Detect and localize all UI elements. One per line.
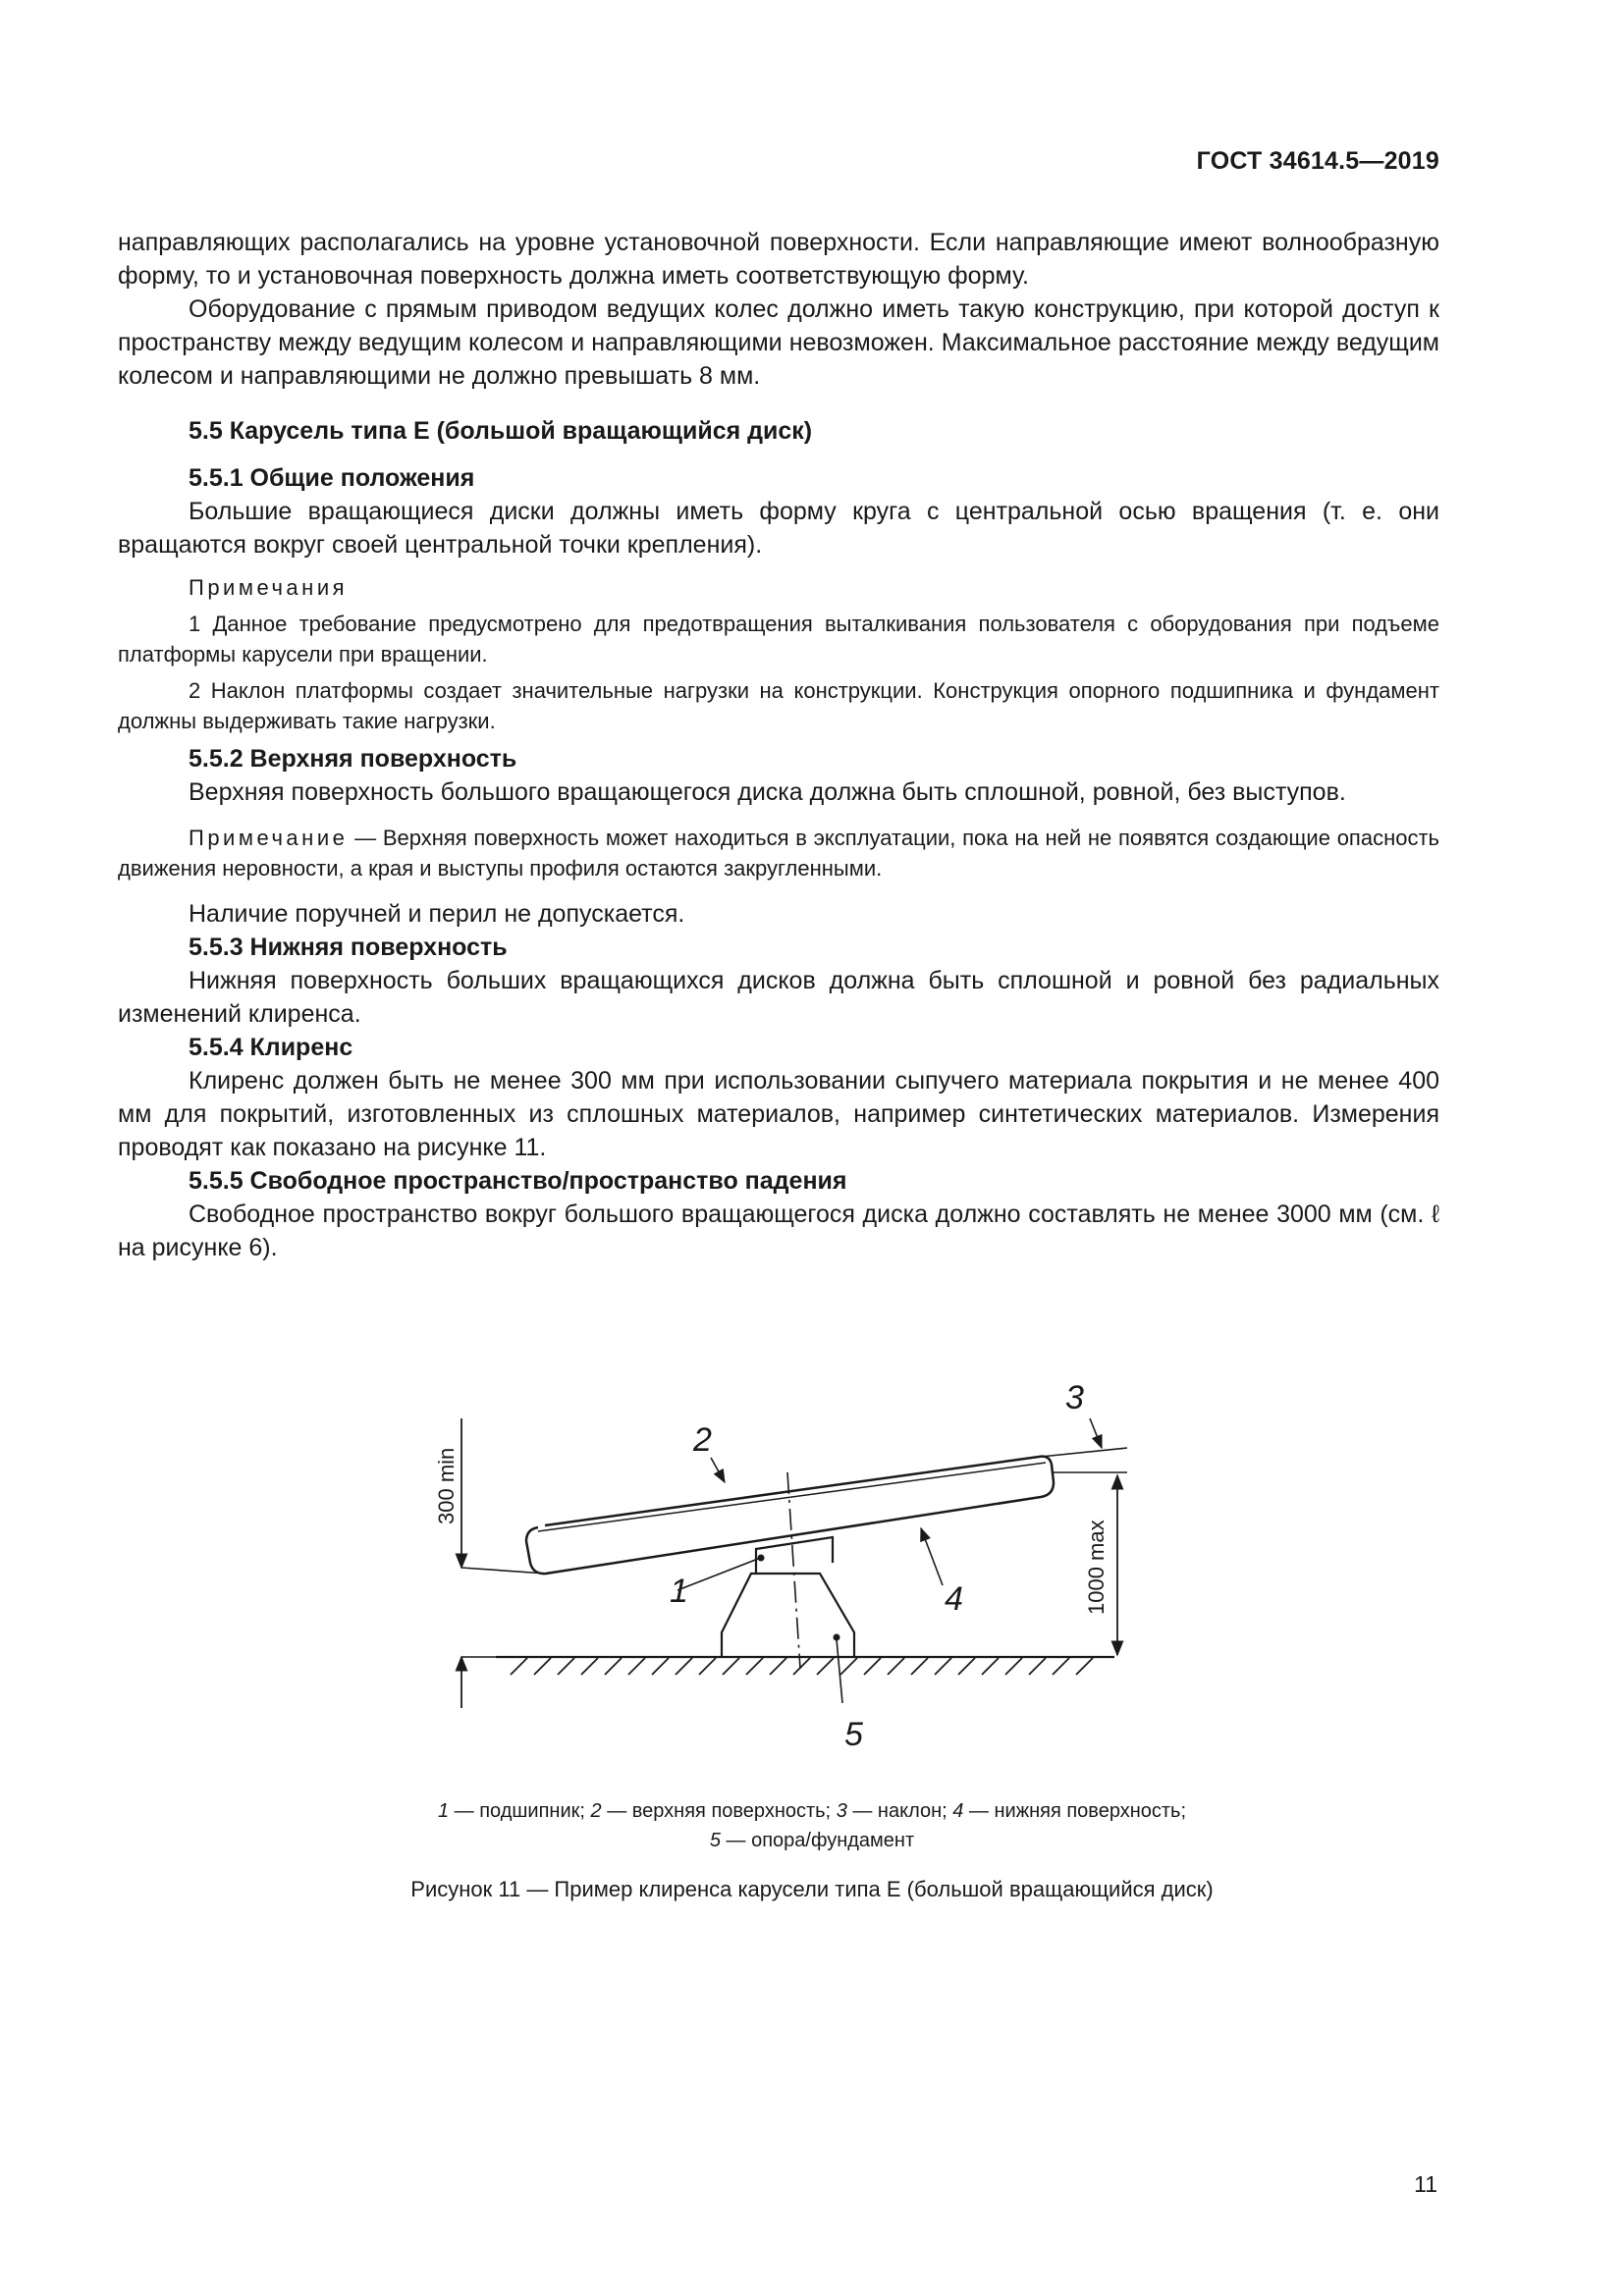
paragraph: Большие вращающиеся диски должны иметь форму круга с центральной осью вращения (т. е. они вращаются вокруг своей центральной точки крепления). — [118, 498, 1439, 559]
ground-hatching — [511, 1658, 1093, 1675]
center-axis — [787, 1472, 800, 1669]
paragraph: направляющих располагались на уровне установочной поверхности. Если направляющие имеют волнообразную форму, то и установочная поверхность должна иметь соответствующую форму. — [118, 229, 1439, 290]
legend-line-1 — [0, 1796, 1624, 1826]
paragraph: Клиренс должен быть не менее 300 мм при использовании сыпучего материала покрытия и не менее 400 мм для покрытий, изготовленных из сплошных материалов, например синтетических материалов. Измерения проводят как показано на рисунке 11. — [118, 1067, 1439, 1161]
note-text: — Верхняя поверхность может находиться в эксплуатации, пока на ней не появятся создающие опасность движения неровности, а края и выступы профиля остаются закругленными. — [118, 826, 1439, 881]
legend-num: 2 — [590, 1800, 602, 1822]
legend-num: 3 — [836, 1800, 847, 1822]
notes-label: Примечания — [189, 575, 349, 600]
subsection-heading-5-5-1: 5.5.1 Общие положения — [189, 464, 475, 492]
support-foundation — [722, 1574, 854, 1657]
legend-text: — нижняя поверхность; — [963, 1800, 1187, 1822]
subsection-heading-5-5-2: 5.5.2 Верхняя поверхность — [189, 745, 517, 773]
subsection-heading-5-5-3: 5.5.3 Нижняя поверхность — [189, 934, 508, 961]
note-label: Примечание — [189, 826, 349, 850]
legend-text: — опора/фундамент — [720, 1830, 915, 1851]
label-2: 2 — [693, 1421, 712, 1459]
bearing — [756, 1537, 833, 1574]
note-item: 1 Данное требование предусмотрено для предотвращения выталкивания пользователя с оборудования при подъеме платформы карусели при вращении. — [118, 612, 1439, 667]
spacer — [118, 883, 1439, 897]
paragraph: Наличие поручней и перил не допускается. — [189, 900, 685, 928]
label-4: 4 — [945, 1580, 963, 1618]
dim-1000-max-label: 1000 max — [1084, 1520, 1109, 1615]
slope-reference-line — [1041, 1448, 1127, 1457]
paragraph: Оборудование с прямым приводом ведущих колес должно иметь такую конструкцию, при которой доступ к пространству между ведущим колесом и направляющими невозможен. Максимальное расстояние между ведущим колесом и направляющими не должно превышать 8 мм. — [118, 295, 1439, 390]
document-header: ГОСТ 34614.5—2019 — [1196, 147, 1439, 175]
legend-num: 1 — [437, 1800, 450, 1822]
label-5: 5 — [844, 1716, 863, 1753]
page-number: 11 — [1414, 2171, 1437, 2197]
note-item: 2 Наклон платформы создает значительные нагрузки на конструкции. Конструкция опорного подшипника и фундамент должны выдерживать такие нагрузки. — [118, 678, 1439, 733]
legend-text: — наклон; — [846, 1800, 953, 1822]
label-1: 1 — [670, 1573, 688, 1610]
note — [118, 823, 1439, 883]
disk-top-inner-line — [538, 1463, 1046, 1531]
dim-300-min-label: 300 min — [434, 1447, 459, 1524]
legend-num: 4 — [952, 1800, 964, 1822]
subsection-heading-5-5-5: 5.5.5 Свободное пространство/пространство падения — [189, 1167, 847, 1195]
legend-text: — подшипник; — [449, 1800, 591, 1822]
figure-11-diagram — [0, 1374, 1624, 1767]
legend-num: 5 — [709, 1830, 721, 1851]
legend-line-2 — [0, 1826, 1624, 1855]
section-heading-5-5: 5.5 Карусель типа Е (большой вращающийся диск) — [189, 417, 813, 445]
figure-legend — [0, 1796, 1624, 1855]
label-3: 3 — [1065, 1379, 1084, 1416]
document-body — [118, 226, 1439, 1264]
paragraph: Свободное пространство вокруг большого вращающегося диска должно составлять не менее 3000 мм (см. ℓ на рисунке 6). — [118, 1201, 1439, 1261]
subsection-heading-5-5-4: 5.5.4 Клиренс — [189, 1034, 353, 1061]
paragraph: Нижняя поверхность больших вращающихся дисков должна быть сплошной и ровной без радиальных изменений клиренса. — [118, 967, 1439, 1028]
legend-text: — верхняя поверхность; — [601, 1800, 837, 1822]
figure-caption: Рисунок 11 — Пример клиренса карусели типа Е (большой вращающийся диск) — [410, 1877, 1214, 1901]
paragraph: Верхняя поверхность большого вращающегося диска должна быть сплошной, ровной, без выступов. — [189, 778, 1346, 806]
